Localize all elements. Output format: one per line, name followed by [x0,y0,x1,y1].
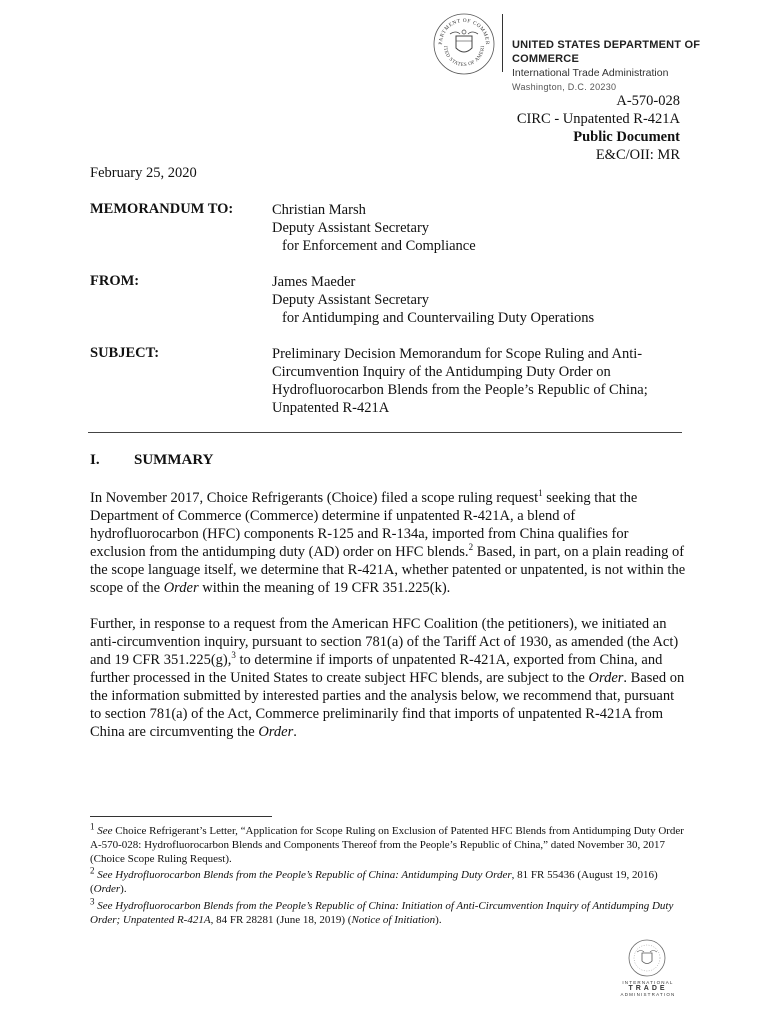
svg-text:DEPARTMENT OF COMMERCE [432,12,490,45]
footnote-ref-3[interactable]: 3 [231,650,236,661]
section-number: I. [90,452,100,468]
subject-line-4: Unpatented R-421A [272,400,390,416]
memo-date: February 25, 2020 [90,165,197,181]
p2-text-b: to determine if imports of unpatented R-421A, exported from China, and further processed in the United States to create subject HFC blends, are subject to the [90,652,663,686]
footnote-3-number: 3 [90,896,95,907]
summary-paragraph-1 [90,489,686,597]
p2-text-c: . Based on the information submitted by interested parties and the analysis below, we recommend that, pursuant to section 781(a) of the Act, Commerce preliminarily find that imports of unpatented R-421A from China are circumventing the [90,670,685,740]
from-title: Deputy Assistant Secretary [272,292,430,308]
department-of-commerce-seal-icon [432,12,496,76]
case-number: A-570-028 [616,93,680,109]
footnote-3-text: , 84 FR 28281 (June 18, 2019) ( [210,914,352,926]
footnote-3-short: Notice of Initiation [351,914,436,926]
footnote-3 [90,896,686,927]
memo-from-block [272,273,692,327]
footnote-2 [90,865,686,896]
p1-text-a: In November 2017, Choice Refrigerants (Choice) filed a scope ruling request [90,490,539,506]
footnote-ref-2[interactable]: 2 [468,542,474,553]
from-title-line2: for Antidumping and Countervailing Duty Operations [282,310,595,326]
letterhead-organization [512,38,770,94]
footnote-rule [90,816,272,817]
footnote-2-number: 2 [90,865,95,876]
to-name: Christian Marsh [272,202,366,218]
footnote-2-text: , 81 FR 55436 (August 19, 2016) ( [90,869,658,895]
section-title: SUMMARY [134,452,214,468]
subject-line-1: Preliminary Decision Memorandum for Scope Ruling and Anti- [272,346,643,362]
p1-text-c: Based, in part, on a plain reading of the scope language itself, we determine that R-421A, whether patented or unpatented, is not within the scope of the [90,544,686,596]
ita-logo-line-2: TRADE [628,985,668,992]
footnote-2-end: ). [120,883,127,895]
footnote-ref-1[interactable]: 1 [538,488,543,499]
memo-subject-block [272,345,692,417]
p1-text-d: within the meaning of 19 CFR 351.225(k). [198,580,451,596]
letterhead-address: Washington, D.C. 20230 [512,82,617,92]
footnote-1-see: See [97,825,113,837]
footnote-2-see: See Hydrofluorocarbon Blends from the People’s Republic of China: Antidumping Duty Order [97,869,512,881]
footnote-2-short: Order [93,883,121,895]
office-code: E&C/OII: MR [595,147,680,163]
header-rule [88,432,682,433]
memo-from-label: FROM: [90,273,140,289]
footer-seal-icon [627,938,667,978]
circ-number: CIRC - Unpatented R-421A [516,111,680,127]
ita-footer-logo [616,980,680,997]
to-title-line2: for Enforcement and Compliance [282,238,476,254]
ita-logo-line-1: INTERNATIONAL [622,980,674,985]
footnote-3-end: ). [435,914,442,926]
to-title: Deputy Assistant Secretary [272,220,430,236]
seal-text-bottom: ITED STATES OF AMERI [441,45,487,69]
p1-text-b: seeking that the Department of Commerce (Commerce) determine if unpatented R-421A, a blend of hydrofluorocarbon (HFC) components R-125 and R-134a, imported from China qualifies for exclusion from the antidumping duty (AD) order on HFC blends. [90,490,638,560]
footnote-3-see: See Hydrofluorocarbon Blends from the People’s Republic of China: Initiation of Anti-Circumvention Inquiry of Antidumping Duty Order; Unpatented R-421A [90,900,674,926]
document-type: Public Document [573,129,680,145]
case-info-block [517,92,680,164]
p2-text-d: . [293,724,297,740]
subject-line-3: Hydrofluorocarbon Blends from the People’s Republic of China; [272,382,648,398]
footnote-1-number: 1 [90,821,95,832]
order-italic: Order [588,670,624,686]
letterhead-divider [502,14,503,72]
summary-paragraph-2 [90,615,686,741]
department-name: UNITED STATES DEPARTMENT OF COMMERCE [512,39,701,65]
memo-subject-label: SUBJECT: [90,345,160,361]
p2-text-a: Further, in response to a request from the American HFC Coalition (the petitioners), we initiated an anti-circumvention inquiry, pursuant to section 781(a) of the Tariff Act of 1930, as amended (the Act) and 19 CFR 351.225(g), [90,616,679,668]
memo-to-block [272,201,692,255]
footnote-1-text: Choice Refrigerant’s Letter, “Application for Scope Ruling on Exclusion of Patented HFC Blends from Antidumping Duty Order A-570-028: Hydrofluorocarbon Blends and Components Thereof from the People’s Republic of China,” dated November 30, 2017 (Choice Scope Ruling Request). [90,825,684,865]
memo-to-label: MEMORANDUM TO: [90,201,234,217]
seal-text-top: PARTMENT OF COMMER [437,17,491,46]
footnote-1 [90,821,686,866]
order-italic: Order [258,724,294,740]
order-italic: Order [163,580,199,596]
administration-name: International Trade Administration [512,67,669,79]
subject-line-2: Circumvention Inquiry of the Antidumping Duty Order on [272,364,611,380]
ita-logo-line-3: ADMINISTRATION [620,992,676,997]
from-name: James Maeder [272,274,356,290]
